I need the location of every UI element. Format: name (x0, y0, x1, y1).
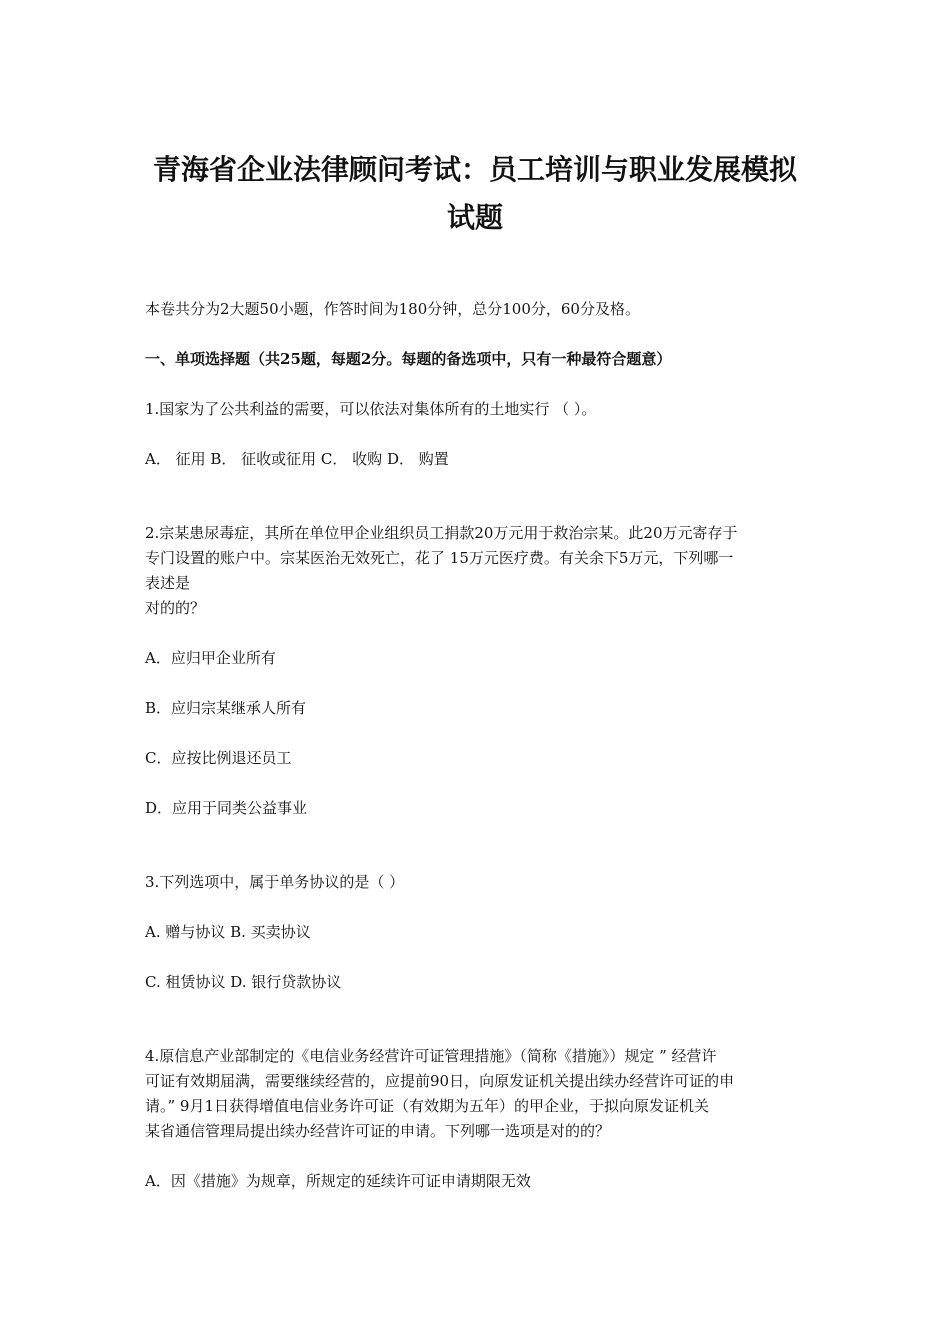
question-4-option-a: A．因《措施》为规章，所规定的延续许可证申请期限无效 (145, 1172, 531, 1190)
question-2-option-a: A．应归甲企业所有 (145, 649, 276, 667)
question-2-stem-line: 2.宗某患尿毒症，其所在单位甲企业组织员工捐款20万元用于救治宗某。此20万元寄存于 (145, 524, 738, 542)
question-3-stem: 3.下列选项中，属于单务协议的是（ ） (145, 873, 405, 891)
question-2-option-d: D．应用于同类公益事业 (145, 799, 308, 817)
question-2-option-c: C．应按比例退还员工 (145, 749, 292, 767)
exam-intro: 本卷共分为2大题50小题，作答时间为180分钟，总分100分，60分及格。 (145, 300, 640, 318)
question-4-stem (145, 1044, 810, 1144)
question-2-stem-line: 专门设置的账户中。宗某医治无效死亡，花了 15万元医疗费。有关余下5万元，下列哪一 (145, 549, 734, 567)
question-2-stem-line: 表述是 (145, 574, 191, 592)
title-line-2: 试题 (446, 201, 503, 234)
question-3-options-cd: C. 租赁协议 D. 银行贷款协议 (145, 973, 342, 991)
question-4-stem-line: 4.原信息产业部制定的《电信业务经营许可证管理措施》（简称《措施》）规定 ” 经营许 (145, 1047, 717, 1065)
question-2-option-b: B．应归宗某继承人所有 (145, 699, 307, 717)
question-1-stem: 1.国家为了公共利益的需要，可以依法对集体所有的土地实行 （ ）。 (145, 400, 597, 418)
title-line-1: 青海省企业法律顾问考试：员工培训与职业发展模拟 (152, 153, 797, 186)
question-4-stem-line: 某省通信管理局提出续办经营许可证的申请。下列哪一选项是对的的？ (145, 1122, 611, 1140)
document-title (120, 146, 830, 242)
section-heading-single-choice: 一、单项选择题（共25题，每题2分。每题的备选项中，只有一种最符合题意） (145, 350, 672, 368)
question-3-options-ab: A. 赠与协议 B. 买卖协议 (145, 923, 311, 941)
question-4-stem-line: 请。” 9月1日获得增值电信业务许可证（有效期为五年）的甲企业，于拟向原发证机关 (145, 1097, 710, 1115)
question-2-stem-line: 对的的？ (145, 599, 206, 617)
question-1-options: A． 征用 B． 征收或征用 C． 收购 D． 购置 (145, 450, 449, 468)
question-4-stem-line: 可证有效期届满，需要继续经营的，应提前90日，向原发证机关提出续办经营许可证的申 (145, 1072, 735, 1090)
question-2-stem (145, 521, 810, 621)
